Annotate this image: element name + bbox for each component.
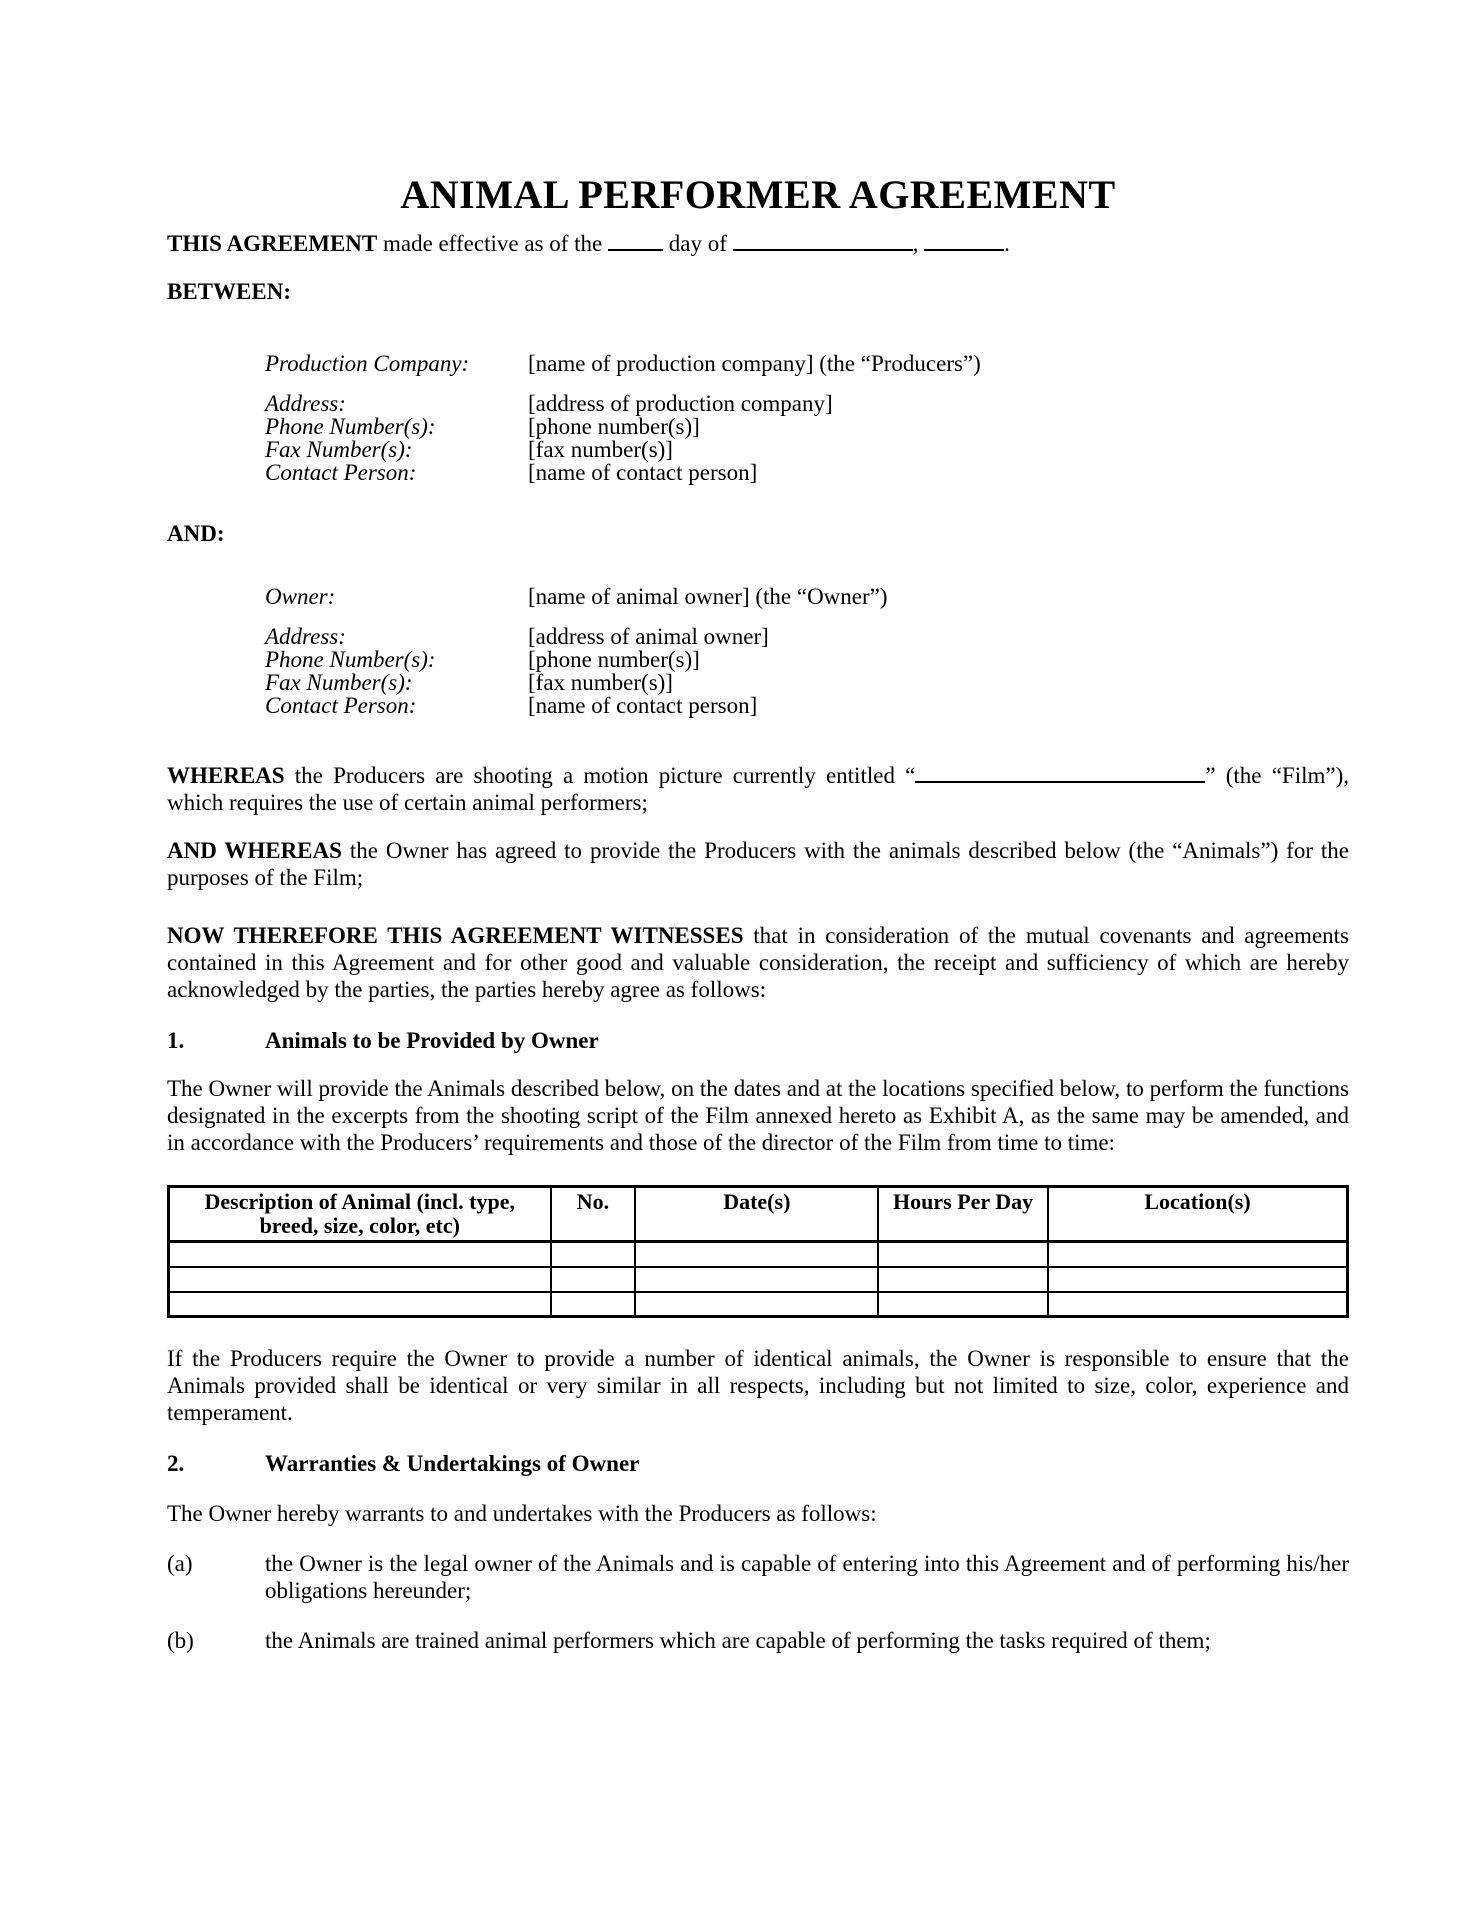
animals-table-header-row (169, 1187, 1348, 1242)
empty-cell (1048, 1267, 1348, 1292)
intro-day-of: day of (663, 231, 733, 256)
warranty-item-b (167, 1627, 1349, 1654)
empty-cell (169, 1267, 551, 1292)
empty-cell (551, 1267, 636, 1292)
section-2-title: Warranties & Undertakings of Owner (265, 1451, 640, 1476)
contact-value: [name of contact person] (528, 693, 758, 718)
empty-cell (551, 1242, 636, 1267)
owner-label: Owner: (265, 584, 336, 609)
empty-cell (551, 1292, 636, 1317)
contact-label: Contact Person: (265, 460, 417, 485)
phone-value: [phone number(s)] (528, 414, 700, 439)
year-blank-field (924, 247, 1004, 251)
warranties-intro: The Owner hereby warrants to and undertakes with the Producers as follows: (167, 1501, 877, 1526)
phone-label: Phone Number(s): (265, 647, 436, 672)
section-2-number: 2. (167, 1451, 185, 1476)
day-blank-field (608, 247, 663, 251)
and-whereas-text: the Owner has agreed to provide the Producers with the animals described below (the “Animals”) for the purposes of the Film; (167, 838, 1349, 890)
production-company-block (167, 352, 1349, 484)
intro-comma: , (912, 231, 925, 256)
empty-cell (169, 1292, 551, 1317)
item-letter: (b) (167, 1628, 194, 1653)
owner-contact-details (265, 625, 1349, 717)
owner-block (167, 585, 1349, 717)
empty-cell (635, 1292, 878, 1317)
section-1-number: 1. (167, 1028, 185, 1053)
owner-value: [name of animal owner] (the “Owner”) (528, 584, 888, 609)
identical-animals-paragraph: If the Producers require the Owner to provide a number of identical animals, the Owner is responsible to ensure that the Animals provided shall be identical or very similar in all respects, including but not limited to size, color, experience and temperament. (167, 1346, 1349, 1425)
animals-table (167, 1185, 1349, 1318)
empty-cell (635, 1242, 878, 1267)
whereas-text-2: ” (the “Film”), which requires the use of certain animal performers; (167, 763, 1349, 815)
empty-cell (1048, 1242, 1348, 1267)
party-row-address (265, 392, 1349, 415)
whereas-bold: WHEREAS (167, 763, 285, 788)
and-whereas-bold: AND WHEREAS (167, 838, 342, 863)
production-company-label: Production Company: (265, 351, 470, 376)
header-hours-per-day: Hours Per Day (878, 1187, 1048, 1242)
party-row-address (265, 625, 1349, 648)
now-therefore-text: that in consideration of the mutual covenants and agreements contained in this Agreement and for other good and valuable consideration, the receipt and sufficiency of which are hereby acknowledged by the parties, the parties hereby agree as follows: (167, 923, 1349, 1002)
recital-now-therefore (167, 922, 1349, 1003)
item-text: the Animals are trained animal performers which are capable of performing the tasks required of them; (265, 1628, 1211, 1653)
month-blank-field (733, 247, 913, 251)
party-row-contact (265, 461, 1349, 484)
section-1-heading (167, 1027, 1349, 1054)
intro-bold: THIS AGREEMENT (167, 231, 378, 256)
header-description: Description of Animal (incl. type, breed, size, color, etc) (169, 1187, 551, 1242)
header-number: No. (551, 1187, 636, 1242)
address-label: Address: (265, 624, 346, 649)
address-label: Address: (265, 391, 346, 416)
section-1-paragraph: The Owner will provide the Animals described below, on the dates and at the locations specified below, to perform the functions designated in the excerpts from the shooting script of the Film annexed hereto as Exhibit A, as the same may be amended, and in accordance with the Producers’ requirements and those of the director of the Film from time to time: (167, 1076, 1349, 1155)
section-1-title: Animals to be Provided by Owner (265, 1028, 599, 1053)
warranty-item-a (167, 1550, 1349, 1604)
fax-value: [fax number(s)] (528, 437, 673, 462)
document-title: ANIMAL PERFORMER AGREEMENT (400, 172, 1116, 217)
contact-label: Contact Person: (265, 693, 417, 718)
party-row-production-company (265, 352, 1349, 376)
section-2-heading (167, 1450, 1349, 1477)
contact-value: [name of contact person] (528, 460, 758, 485)
empty-cell (878, 1267, 1048, 1292)
intro-line (167, 230, 1349, 257)
header-locations: Location(s) (1048, 1187, 1348, 1242)
animals-table-empty-row (169, 1242, 1348, 1267)
item-letter: (a) (167, 1551, 193, 1576)
empty-cell (1048, 1292, 1348, 1317)
production-company-value: [name of production company] (the “Producers”) (528, 351, 981, 376)
and-label: AND: (167, 521, 225, 546)
intro-text: made effective as of the (377, 231, 608, 256)
fax-label: Fax Number(s): (265, 437, 413, 462)
recital-and-whereas (167, 837, 1349, 891)
between-label: BETWEEN: (167, 279, 291, 304)
party-row-fax (265, 438, 1349, 461)
phone-value: [phone number(s)] (528, 647, 700, 672)
recital-whereas (167, 762, 1349, 816)
whereas-text-1: the Producers are shooting a motion picture currently entitled “ (284, 763, 916, 788)
party-row-fax (265, 671, 1349, 694)
item-text: the Owner is the legal owner of the Animals and is capable of entering into this Agreement and of performing his/her obligations hereunder; (265, 1551, 1349, 1603)
film-title-blank-field (915, 779, 1205, 783)
production-contact-details (265, 392, 1349, 484)
empty-cell (878, 1292, 1048, 1317)
empty-cell (169, 1242, 551, 1267)
animals-table-empty-row (169, 1267, 1348, 1292)
empty-cell (878, 1242, 1048, 1267)
party-row-phone (265, 648, 1349, 671)
intro-period: . (1004, 231, 1010, 256)
address-value: [address of production company] (528, 391, 833, 416)
header-dates: Date(s) (635, 1187, 878, 1242)
animals-table-empty-row (169, 1292, 1348, 1317)
party-row-contact (265, 694, 1349, 717)
party-row-phone (265, 415, 1349, 438)
address-value: [address of animal owner] (528, 624, 769, 649)
phone-label: Phone Number(s): (265, 414, 436, 439)
empty-cell (635, 1267, 878, 1292)
fax-value: [fax number(s)] (528, 670, 673, 695)
fax-label: Fax Number(s): (265, 670, 413, 695)
now-therefore-bold: NOW THEREFORE THIS AGREEMENT WITNESSES (167, 923, 744, 948)
party-row-owner (265, 585, 1349, 609)
